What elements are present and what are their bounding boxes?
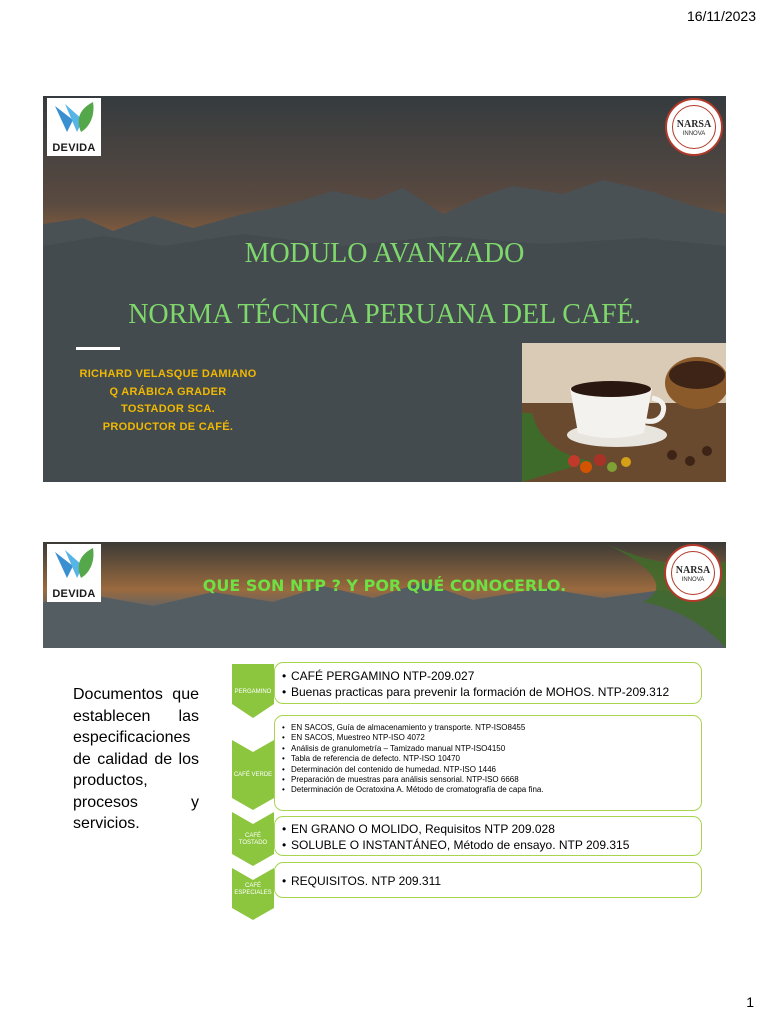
list-item: • Buenas practicas para prevenir la formación de MOHOS. NTP-209.312 <box>291 684 701 700</box>
author-credential: Q ARÁBICA GRADER <box>109 385 227 398</box>
list-item: • CAFÉ PERGAMINO NTP-209.027 <box>291 668 701 684</box>
narsa-seal-logo <box>665 98 723 156</box>
list-item: • Determinación de Ocratoxina A. Método de cromatografía de capa fina. <box>291 785 701 795</box>
author-block <box>63 366 273 436</box>
slide1-title-line1: MODULO AVANZADO <box>244 238 525 269</box>
slide1-title-line2: NORMA TÉCNICA PERUANA DEL CAFÉ. <box>128 299 641 330</box>
list-item: • Análisis de granulometría – Tamizado manual NTP-ISO4150 <box>291 744 701 754</box>
author-name: RICHARD VELASQUE DAMIANO <box>79 368 257 380</box>
author-credential: PRODUCTOR DE CAFÉ. <box>102 420 234 433</box>
category-pergamino: PERGAMINO <box>234 689 272 695</box>
mountain-background <box>43 542 726 648</box>
cafe-verde-standards-box <box>274 715 702 811</box>
chevron-column <box>232 660 274 920</box>
slide-2 <box>43 542 726 920</box>
list-item: • SOLUBLE O INSTANTÁNEO, Método de ensayo. NTP 209.315 <box>291 837 701 853</box>
narsa-seal-sub: INNOVA <box>682 131 706 137</box>
cafe-especiales-standards-box <box>274 862 702 898</box>
page-number: 1 <box>746 994 754 1010</box>
devida-logo-text: DEVIDA <box>52 588 96 600</box>
definition-text: Documentos que establecen las especificaciones de calidad de los productos, procesos y servicios. <box>73 686 199 832</box>
list-item: • EN GRANO O MOLIDO, Requisitos NTP 209.028 <box>291 821 701 837</box>
category-cafe-especiales: CAFÉ ESPECIALES <box>234 883 272 896</box>
devida-logo <box>47 98 101 156</box>
devida-logo-text: DEVIDA <box>52 142 96 154</box>
devida-leaf-icon <box>53 100 95 134</box>
category-cafe-verde: CAFÉ VERDE <box>233 772 273 778</box>
devida-leaf-icon <box>53 546 95 580</box>
list-item: • Preparación de muestras para análisis sensorial. NTP-ISO 6668 <box>291 775 701 785</box>
narsa-seal-sub: INNOVA <box>681 577 705 583</box>
slide-1 <box>43 96 726 482</box>
list-item: • EN SACOS, Muestreo NTP-ISO 4072 <box>291 733 701 743</box>
slide2-title: QUE SON NTP ? Y POR QUÉ CONOCERLO. <box>202 576 567 595</box>
list-item: • EN SACOS, Guía de almacenamiento y transporte. NTP-ISO8455 <box>291 723 701 733</box>
print-date: 16/11/2023 <box>686 8 756 24</box>
list-item: • Tabla de referencia de defecto. NTP-ISO 10470 <box>291 754 701 764</box>
pergamino-standards-box <box>274 662 702 704</box>
slide2-header-band <box>43 542 726 648</box>
title-divider <box>76 347 120 350</box>
cafe-tostado-standards-box <box>274 816 702 856</box>
category-cafe-tostado: CAFÉ TOSTADO <box>238 833 268 846</box>
narsa-seal-name: NARSA <box>676 119 712 130</box>
author-credential: TOSTADOR SCA. <box>121 403 215 415</box>
coffee-cup-photo <box>522 343 726 482</box>
list-item: • REQUISITOS. NTP 209.311 <box>291 873 701 889</box>
narsa-seal-name: NARSA <box>675 565 711 576</box>
list-item: • Determinación del contenido de humedad. NTP-ISO 1446 <box>291 765 701 775</box>
